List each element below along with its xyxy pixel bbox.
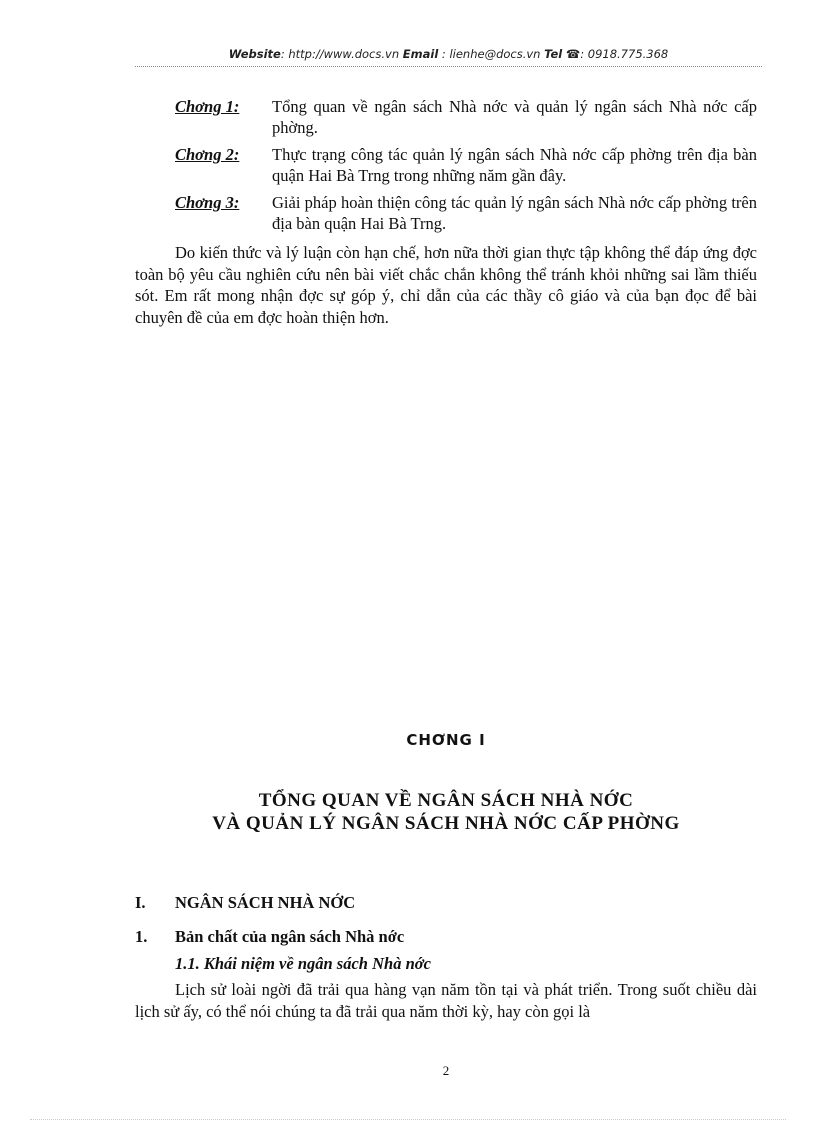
website-label: Website <box>228 47 281 61</box>
chapter-outline <box>175 96 757 240</box>
page-header <box>135 47 762 61</box>
chapter-title-line-2: VÀ QUẢN LÝ NGÂN SÁCH NHÀ NỚC CẤP PHỜNG <box>212 813 680 834</box>
website-value: : http://www.docs.vn <box>280 47 400 61</box>
section-title: Bản chất của ngân sách Nhà nớc <box>175 927 405 946</box>
email-label: Email <box>402 47 439 61</box>
chapter-title <box>135 789 757 835</box>
phone-icon: ☎ <box>565 47 581 61</box>
tel-value: : 0918.775.368 <box>580 47 669 61</box>
chapter-label: Chơng 3: <box>175 193 240 212</box>
body-paragraph: Lịch sử loài ngời đã trải qua hàng vạn năm tồn tại và phát triển. Trong suốt chiều dài lịch sử ấy, có thể nói chúng ta đã trải qua năm thời kỳ, hay còn gọi là <box>135 980 757 1021</box>
section-number: 1. <box>135 927 148 946</box>
chapter-label: Chơng 1: <box>175 97 240 116</box>
section-number: I. <box>135 893 146 912</box>
header-divider <box>135 66 762 67</box>
subsection-heading: 1.1. Khái niệm về ngân sách Nhà nớc <box>175 954 431 973</box>
section-heading-i <box>135 893 757 913</box>
chapter-label: Chơng 2: <box>175 145 240 164</box>
chapter-description: Tổng quan về ngân sách Nhà nớc và quản lý ngân sách Nhà nớc cấp phờng. <box>272 97 757 137</box>
email-value: : lienhe@docs.vn <box>441 47 541 61</box>
chapter-title-line-1: TỔNG QUAN VỀ NGÂN SÁCH NHÀ NỚC <box>258 790 634 811</box>
page-bottom-divider <box>30 1119 786 1120</box>
page-number: 2 <box>442 1063 450 1078</box>
section-title: NGÂN SÁCH NHÀ NỚC <box>175 893 356 912</box>
chapter-heading: CHƠNG I <box>406 731 486 749</box>
section-heading-1 <box>135 927 757 947</box>
tel-label: Tel <box>544 47 563 61</box>
chapter-description: Giải pháp hoàn thiện công tác quản lý ngân sách Nhà nớc cấp phờng trên địa bàn quận Hai Bà Trng. <box>272 193 757 233</box>
chapter-description: Thực trạng công tác quản lý ngân sách Nhà nớc cấp phờng trên địa bàn quận Hai Bà Trng trong những năm gần đây. <box>272 145 757 185</box>
intro-paragraph: Do kiến thức và lý luận còn hạn chế, hơn nữa thời gian thực tập không thể đáp ứng đợc toàn bộ yêu cầu nghiên cứu nên bài viết chắc chắn không thể tránh khỏi những sai lầm thiếu sót. Em rất mong nhận đợc sự góp ý, chỉ dẫn của các thầy cô giáo và của bạn đọc để bài chuyên đề của em đợc hoàn thiện hơn. <box>135 243 757 327</box>
chapter-outline-item <box>175 192 757 234</box>
chapter-outline-item <box>175 144 757 186</box>
chapter-outline-item <box>175 96 757 138</box>
